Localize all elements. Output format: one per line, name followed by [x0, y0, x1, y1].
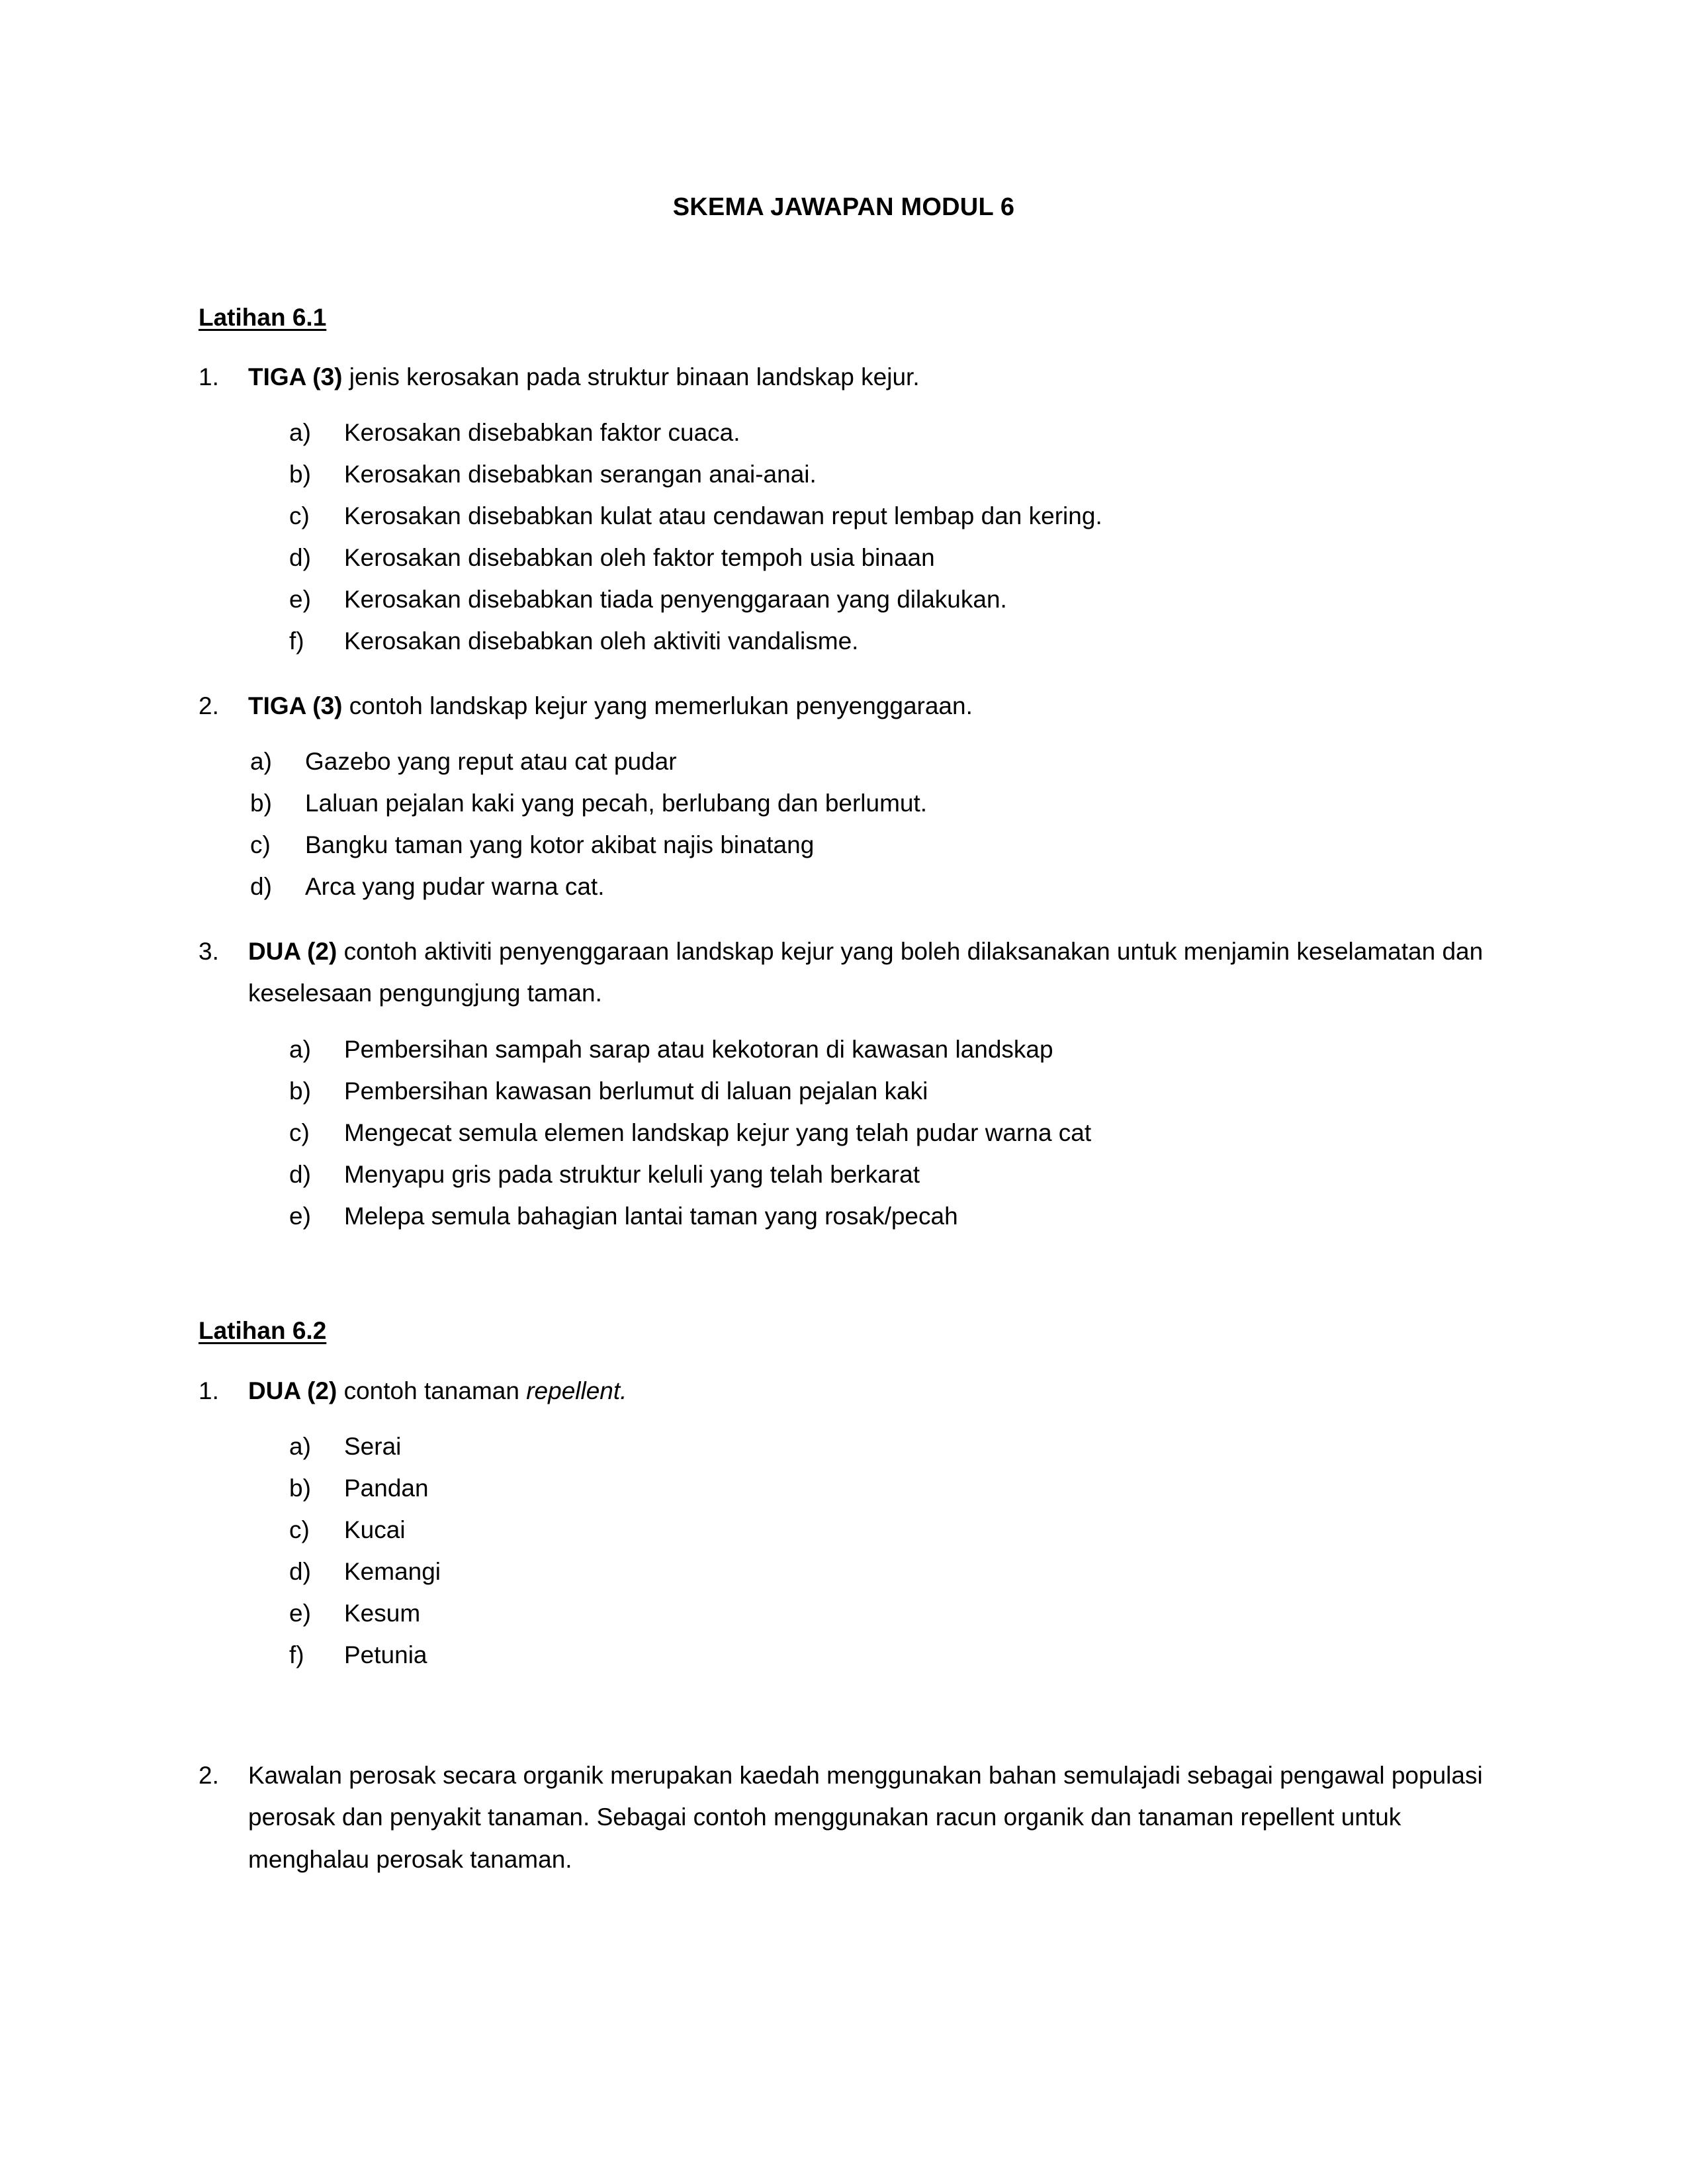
item-text: Gazebo yang reput atau cat pudar [305, 748, 677, 776]
list-item [289, 621, 1489, 662]
page-title: SKEMA JAWAPAN MODUL 6 [672, 193, 1015, 221]
answer-list-q3 [289, 1029, 1489, 1237]
item-label: a) [289, 419, 311, 447]
list-item [289, 1113, 1489, 1154]
list-item [289, 579, 1489, 621]
list-item [289, 1635, 1489, 1676]
item-label: b) [289, 1475, 311, 1502]
list-item [289, 454, 1489, 496]
spacer [199, 1237, 1489, 1315]
question-lead: TIGA (3) [248, 363, 343, 390]
item-label: f) [289, 627, 304, 655]
list-item [250, 866, 1489, 908]
item-label: f) [289, 1641, 304, 1668]
item-label: a) [289, 1433, 311, 1461]
question-number: 2. [199, 1761, 219, 1789]
section-heading-latihan-6-2: Latihan 6.2 [199, 1317, 327, 1345]
spacer [199, 908, 1489, 931]
item-text: Serai [344, 1433, 402, 1461]
question-text [248, 931, 1489, 1015]
answer-list-q1-6-2 [289, 1426, 1489, 1676]
item-label: d) [289, 1557, 311, 1585]
item-label: d) [289, 1160, 311, 1188]
question-body: contoh tanaman [337, 1377, 527, 1404]
spacer [199, 1015, 1489, 1029]
spacer [199, 224, 1489, 302]
list-item [289, 412, 1489, 454]
spacer [199, 727, 1489, 741]
item-text: Laluan pejalan kaki yang pecah, berlubang dan berlumut. [305, 790, 928, 817]
question-number: 1. [199, 363, 219, 390]
question-number: 3. [199, 937, 219, 965]
list-item [289, 1468, 1489, 1510]
question-3 [199, 931, 1489, 1015]
question-text [248, 356, 1489, 398]
spacer [199, 1347, 1489, 1370]
list-item [289, 1154, 1489, 1196]
item-label: e) [289, 585, 311, 613]
spacer [199, 1676, 1489, 1754]
list-item [289, 1071, 1489, 1113]
list-item [289, 1510, 1489, 1551]
item-label: c) [250, 831, 271, 858]
question-lead: TIGA (3) [248, 692, 343, 719]
question-body: contoh landskap kejur yang memerlukan penyenggaraan. [342, 692, 973, 719]
answer-list-q2 [250, 741, 1489, 908]
question-1 [199, 1370, 1489, 1412]
item-text: Mengecat semula elemen landskap kejur yang telah pudar warna cat [344, 1118, 1092, 1146]
item-text: Pembersihan sampah sarap atau kekotoran di kawasan landskap [344, 1036, 1053, 1063]
question-lead: DUA (2) [248, 1377, 337, 1404]
list-item [250, 741, 1489, 783]
item-label: b) [289, 461, 311, 488]
question-2 [199, 1754, 1489, 1881]
question-body: contoh aktiviti penyenggaraan landskap kejur yang boleh dilaksanakan untuk menjamin keselamatan dan keselesaan pengungjung taman. [248, 937, 1484, 1007]
question-number: 2. [199, 692, 219, 719]
list-item [289, 1029, 1489, 1071]
spacer [199, 1412, 1489, 1426]
item-label: c) [289, 1118, 310, 1146]
answer-list-q1 [289, 412, 1489, 662]
list-item [289, 537, 1489, 579]
question-text [248, 1370, 1489, 1412]
question-text: Kawalan perosak secara organik merupakan kaedah menggunakan bahan semulajadi sebagai pengawal populasi perosak dan penyakit tanaman. Sebagai contoh menggunakan racun organik dan tanaman repellent untuk menghalau perosak tanaman. [248, 1761, 1483, 1873]
item-label: e) [289, 1599, 311, 1627]
section-heading-latihan-6-1: Latihan 6.1 [199, 303, 327, 331]
list-item [289, 1426, 1489, 1468]
question-1 [199, 356, 1489, 398]
item-text: Kesum [344, 1599, 421, 1627]
list-item [289, 1551, 1489, 1593]
item-text: Kemangi [344, 1557, 441, 1585]
question-body: jenis kerosakan pada struktur binaan landskap kejur. [342, 363, 920, 390]
item-text: Melepa semula bahagian lantai taman yang rosak/pecah [344, 1202, 958, 1230]
item-text: Kerosakan disebabkan tiada penyenggaraan yang dilakukan. [344, 585, 1007, 613]
spacer [199, 662, 1489, 685]
item-text: Kerosakan disebabkan faktor cuaca. [344, 419, 740, 447]
list-item [289, 1196, 1489, 1238]
item-label: b) [289, 1077, 311, 1105]
item-label: d) [250, 872, 272, 900]
item-text: Kerosakan disebabkan oleh aktiviti vandalisme. [344, 627, 859, 655]
item-label: a) [250, 748, 272, 776]
item-label: d) [289, 543, 311, 571]
item-text: Kerosakan disebabkan serangan anai-anai. [344, 461, 817, 488]
item-text: Pandan [344, 1475, 429, 1502]
item-label: a) [289, 1036, 311, 1063]
item-text: Pembersihan kawasan berlumut di laluan pejalan kaki [344, 1077, 928, 1105]
item-label: e) [289, 1202, 311, 1230]
item-label: c) [289, 502, 310, 529]
item-text: Bangku taman yang kotor akibat najis binatang [305, 831, 815, 858]
item-label: b) [250, 790, 272, 817]
list-item [250, 825, 1489, 866]
document-body [199, 0, 1489, 1880]
spacer [199, 334, 1489, 356]
list-item [289, 496, 1489, 537]
question-number: 1. [199, 1377, 219, 1404]
item-text: Kerosakan disebabkan oleh faktor tempoh usia binaan [344, 543, 935, 571]
item-label: c) [289, 1516, 310, 1543]
spacer [199, 398, 1489, 412]
item-text: Arca yang pudar warna cat. [305, 872, 605, 900]
list-item [250, 783, 1489, 825]
question-lead: DUA (2) [248, 937, 337, 965]
item-text: Menyapu gris pada struktur keluli yang telah berkarat [344, 1160, 920, 1188]
question-emphasis: repellent. [526, 1377, 627, 1404]
question-2 [199, 685, 1489, 727]
list-item [289, 1593, 1489, 1635]
question-text [248, 685, 1489, 727]
item-text: Petunia [344, 1641, 427, 1668]
item-text: Kerosakan disebabkan kulat atau cendawan reput lembap dan kering. [344, 502, 1102, 529]
item-text: Kucai [344, 1516, 406, 1543]
